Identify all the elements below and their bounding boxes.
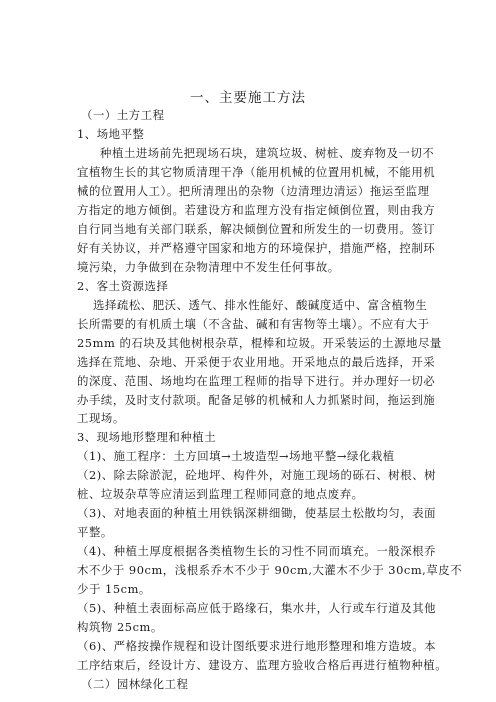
list-item: （5)、种植土表面标高应低于路缘石，集水井，人行或车行道及其他 [77, 601, 437, 616]
paragraph-line: 自行同当地有关部门联系，解决倾倒位置和所发生的一切费用。签订 [77, 221, 436, 236]
paragraph-line: 选择在荒地、杂地、开采便于农业用地。开采地点的最后选择，开采 [77, 354, 436, 369]
subsection-heading: （二）园林绿化工程 [81, 677, 189, 692]
section-title: 一、主要施工方法 [190, 90, 306, 106]
paragraph-line: 长所需要的有机质土壤（不含盐、碱和有害物等土壤）。不应有大于 [77, 316, 430, 331]
list-item: （2)、除去除淤泥，砼地坪、构件外，对施工现场的砾石、树根、树 [77, 468, 437, 483]
paragraph-line: 种植土进场前先把现场石块，建筑垃圾、树桩、废弃物及一切不 [100, 145, 435, 160]
subsection-heading: （一）土方工程 [81, 108, 165, 122]
paragraph-line: 工现场。 [77, 411, 125, 426]
paragraph-line: 25mm 的石块及其他树根杂草，棍棒和垃圾。开采装运的土源地尽量 [77, 335, 442, 350]
paragraph-line: 工序结束后，经设计方、建设方、监理方验收合格后再进行植物种植。 [77, 658, 448, 673]
paragraph-line: 的深度、范围、场地均在监理工程师的指导下进行。并办理好一切必 [77, 373, 436, 388]
item-heading: 1、场地平整 [77, 126, 145, 141]
paragraph-line: 境污染，力争做到在杂物清理中不发生任何事故。 [77, 259, 340, 274]
paragraph-line: 械的位置用人工）。把所清理出的杂物（边清理边清运）拖运至监理 [77, 183, 430, 198]
paragraph-line: 好有关协议，并严格遵守国家和地方的环境保护，措施严格，控制环 [77, 240, 436, 255]
list-item: （6)、严格按操作规程和设计图纸要求进行地形整理和堆方造坡。本 [77, 639, 437, 654]
paragraph-line: 宜植物生长的其它物质清理干净（能用机械的位置用机械，不能用机 [77, 164, 436, 179]
paragraph-line: 桩、垃圾杂草等应清运到监理工程师同意的地点废弃。 [77, 487, 364, 502]
list-item: （1)、施工程序：土方回填→土坡造型→场地平整→绿化栽植 [77, 449, 395, 464]
paragraph-line: 办手续，及时支付款项。配备足够的机械和人力抓紧时间，拖运到施 [77, 392, 436, 407]
paragraph-line: 构筑物 25cm。 [77, 620, 163, 635]
paragraph-line: 木不少于 90cm，浅根系乔木不少于 90cm,大灌木不少于 30cm,草皮不 [77, 563, 463, 578]
paragraph-line: 平整。 [77, 525, 113, 540]
item-heading: 3、现场地形整理和种植土 [77, 430, 217, 445]
list-item: （3)、对地表面的种植土用铁锅深耕细锄，使基层土松散均匀，表面 [77, 506, 437, 521]
paragraph-line: 少于 15cm。 [77, 582, 151, 597]
list-item: （4)、种植土厚度根据各类植物生长的习性不同而填充。一般深根乔 [77, 544, 437, 559]
paragraph-line: 选择疏松、肥沃、透气、排水性能好、酸碱度适中、富含植物生 [93, 297, 428, 312]
paragraph-line: 方指定的地方倾倒。若建设方和监理方没有指定倾倒位置，则由我方 [77, 202, 436, 217]
item-heading: 2、客土资源选择 [77, 278, 169, 293]
